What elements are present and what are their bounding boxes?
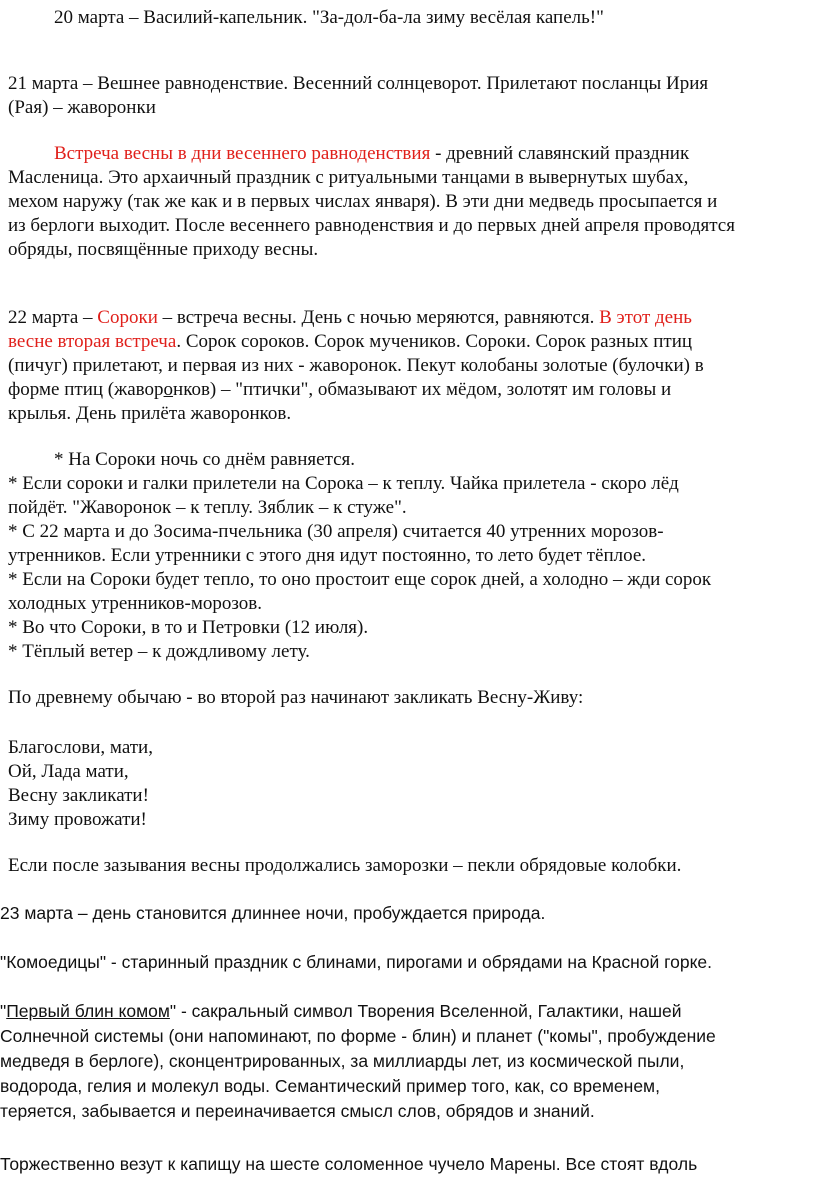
text-line: Солнечной системы (они напоминают, по форме - блин) и планет ("комы", пробуждение [0, 1026, 716, 1046]
paragraph-march-22-line-1 [8, 306, 692, 330]
highlighted-phrase: Встреча весны в дни весеннего равноденствия [54, 143, 431, 164]
underlined-letter: о [163, 379, 174, 400]
text-line: мехом наружу (так же как и в первых числах января). В эти дни медведь просыпается и [8, 191, 718, 212]
highlighted-phrase: весне вторая встреча [8, 331, 177, 352]
text-line: холодных утренников-морозов. [8, 593, 262, 614]
sign-line-9 [8, 640, 310, 664]
text-line: * С 22 марта и до Зосима-пчельника (30 апреля) считается 40 утренних морозов- [8, 521, 664, 542]
paragraph-blin-line-4 [0, 1074, 660, 1098]
text-line: форме птиц (жавор [8, 379, 164, 400]
text-line: * Если сороки и галки прилетели на Сорока – к теплу. Чайка прилетела - скоро лёд [8, 473, 679, 494]
paragraph-march-22-line-3 [8, 354, 704, 378]
text-line: 21 марта – Вешнее равноденствие. Весенний солнцеворот. Прилетают посланцы Ирия [8, 73, 709, 94]
paragraph-custom [8, 686, 583, 710]
paragraph-march-22-line-2 [8, 330, 692, 354]
text-line: медведя в берлоге), сконцентрированных, за миллиарды лет, из космической пыли, [0, 1051, 685, 1071]
paragraph-equinox-line-2 [8, 166, 688, 190]
paragraph-equinox-line-5 [8, 238, 318, 262]
text-line: * Во что Сороки, в то и Петровки (12 июля). [8, 617, 369, 638]
text-line: 20 марта – Василий-капельник. "За-дол-ба-ла зиму весёлая капель!" [54, 7, 604, 28]
text-line: утренников. Если утренники с этого дня идут постоянно, то лето будет тёплое. [8, 545, 647, 566]
song-line-1 [8, 736, 153, 760]
text-line: пойдёт. "Жаворонок – к теплу. Зяблик – к стуже". [8, 497, 407, 518]
highlighted-phrase: В этот день [599, 307, 692, 328]
song-line-2 [8, 760, 129, 784]
text-line: Зиму провожати! [8, 809, 147, 830]
text-line: (пичуг) прилетают, и первая из них - жаворонок. Пекут колобаны золотые (булочки) в [8, 355, 704, 376]
text-line: Благослови, мати, [8, 737, 153, 758]
text-line: По древнему обычаю - во второй раз начинают закликать Весну-Живу: [8, 687, 584, 708]
text-line: "Комоедицы" - старинный праздник с блинами, пирогами и обрядами на Красной горке. [0, 952, 713, 972]
text-line: 22 марта – [8, 307, 98, 328]
paragraph-equinox-line-4 [8, 214, 735, 238]
sign-line-2 [8, 472, 679, 496]
song-line-4 [8, 808, 147, 832]
paragraph-march-22-line-5 [8, 402, 291, 426]
sign-line-3 [8, 496, 407, 520]
sign-line-4 [8, 520, 664, 544]
sign-line-1 [54, 448, 355, 472]
text-line: водорода, гелия и молекул воды. Семантический пример того, как, со временем, [0, 1076, 660, 1096]
paragraph-komoeditsy [0, 950, 712, 974]
paragraph-kolobki [8, 854, 681, 878]
text-line: Масленица. Это архаичный праздник с ритуальными танцами в вывернутых шубах, [8, 167, 689, 188]
text-line: (Рая) – жаворонки [8, 97, 156, 118]
text-line: – встреча весны. День с ночью меряются, равняются. [157, 307, 600, 328]
paragraph-march-21-line-1 [8, 72, 708, 96]
highlighted-phrase: Сороки [97, 307, 158, 328]
paragraph-march-20 [54, 6, 604, 30]
paragraph-blin-line-5 [0, 1099, 595, 1123]
text-line: * Если на Сороки будет тепло, то оно простоит еще сорок дней, а холодно – жди сорок [8, 569, 712, 590]
paragraph-march-23 [0, 901, 545, 925]
paragraph-blin-line-2 [0, 1024, 716, 1048]
text-line: Весну закликати! [8, 785, 149, 806]
text-line: Ой, Лада мати, [8, 761, 129, 782]
text-line: обряды, посвящённые приходу весны. [8, 239, 319, 260]
text-line: 23 марта – день становится длиннее ночи, пробуждается природа. [0, 903, 546, 923]
text-line: из берлоги выходит. После весеннего равноденствия и до первых дней апреля проводятся [8, 215, 735, 236]
paragraph-blin-line-3 [0, 1049, 684, 1073]
text-line: нков) – "птички", обмазывают их мёдом, золотят им головы и [173, 379, 672, 400]
paragraph-equinox-line-1 [54, 142, 689, 166]
text-line: теряется, забывается и переиначивается смысл слов, обрядов и знаний. [0, 1101, 595, 1121]
paragraph-marena [0, 1152, 697, 1176]
sign-line-5 [8, 544, 646, 568]
paragraph-march-21-line-2 [8, 96, 156, 120]
paragraph-equinox-line-3 [8, 190, 717, 214]
underlined-phrase: Первый блин комом [6, 1001, 170, 1021]
text-line: Если после зазывания весны продолжались заморозки – пекли обрядовые колобки. [8, 855, 682, 876]
text-line: " [0, 1001, 7, 1021]
sign-line-8 [8, 616, 368, 640]
sign-line-7 [8, 592, 262, 616]
text-line: * Тёплый ветер – к дождливому лету. [8, 641, 310, 662]
text-line: - древний славянский праздник [430, 143, 690, 164]
text-line: * На Сороки ночь со днём равняется. [54, 449, 356, 470]
song-line-3 [8, 784, 149, 808]
text-line: крылья. День прилёта жаворонков. [8, 403, 292, 424]
paragraph-blin-line-1 [0, 999, 682, 1023]
text-line: . Сорок сороков. Сорок мучеников. Сороки. Сорок разных птиц [176, 331, 693, 352]
paragraph-march-22-line-4 [8, 378, 671, 402]
sign-line-6 [8, 568, 711, 592]
text-line: " - сакральный символ Творения Вселенной, Галактики, нашей [169, 1001, 682, 1021]
text-line: Торжественно везут к капищу на шесте соломенное чучело Марены. Все стоят вдоль [0, 1154, 698, 1174]
